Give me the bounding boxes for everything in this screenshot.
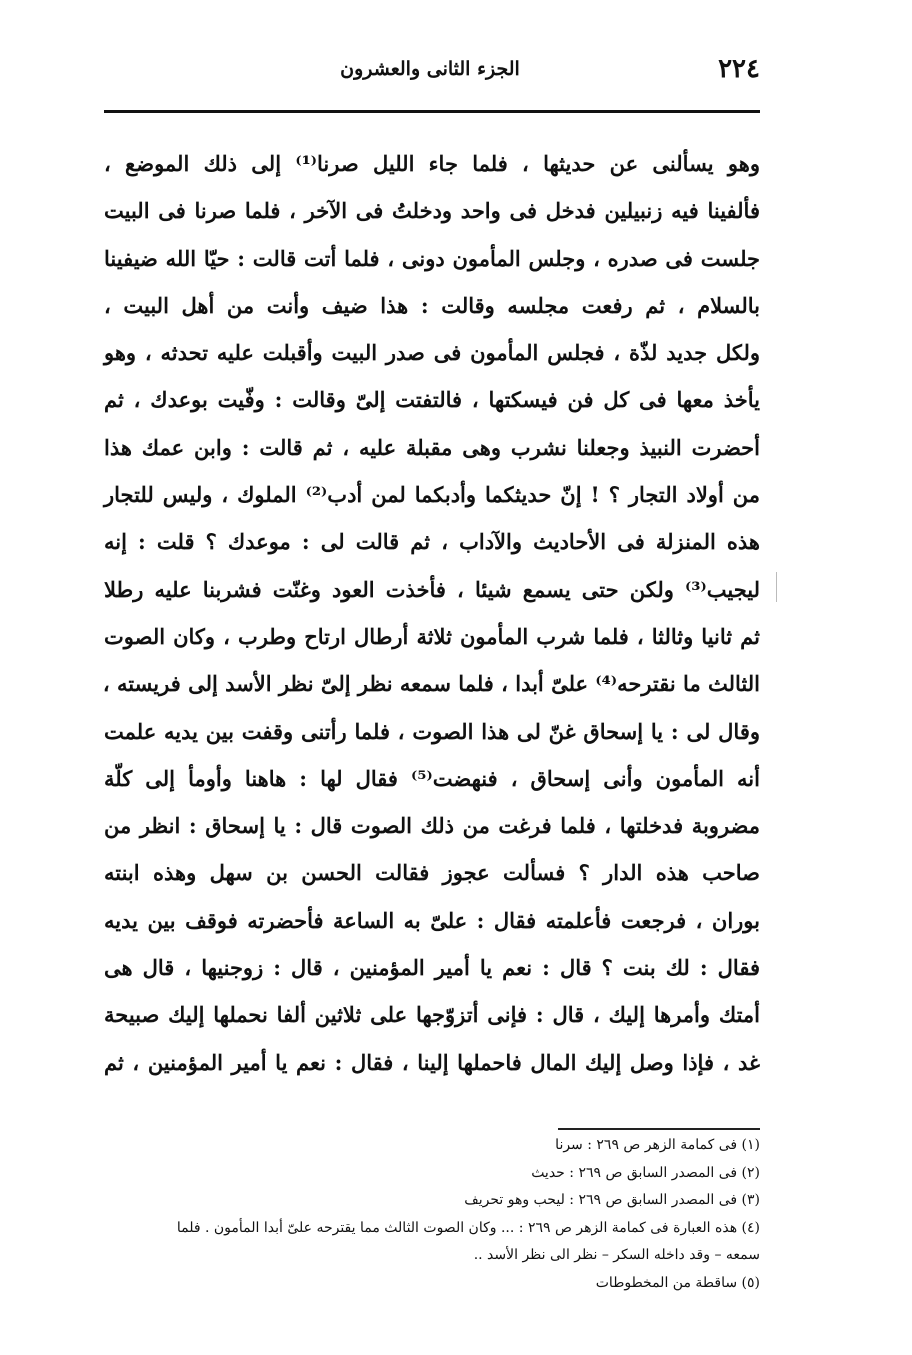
text-line: أحضرت النبيذ وجعلنا نشرب وهى مقبلة عليه ، ثم قالت : وابن عمك هذا <box>104 434 760 460</box>
footnote: (٣) فى المصدر السابق ص ٢٦٩ : ليحب وهو تحريف <box>464 1192 760 1208</box>
text-line: أنه المأمون وأنى إسحاق ، فنهضت⁽⁵⁾ فقال لها : هاهنا وأومأ إلى كلّة <box>104 765 760 791</box>
text-line: يأخذ معها فى كل فن فيسكتها ، فالتفتت إلىّ وقالت : وفّيت بوعدك ، ثم <box>104 387 760 413</box>
header-rule <box>104 110 760 113</box>
running-title: الجزء الثانى والعشرون <box>340 58 520 80</box>
text-line: فقال : لك بنت ؟ قال : نعم يا أمير المؤمنين ، قال : زوجنيها ، قال هى <box>104 955 760 981</box>
text-line: مضروبة فدخلتها ، فلما فرغت من ذلك الصوت قال : يا إسحاق : انظر من <box>104 813 760 839</box>
margin-mark <box>776 572 777 602</box>
footnote-rule <box>558 1128 760 1130</box>
text-line: وهو يسألنى عن حديثها ، فلما جاء الليل صرنا⁽¹⁾ إلى ذلك الموضع ، <box>104 151 760 176</box>
body-text <box>104 140 760 1086</box>
text-line: بوران ، فرجعت فأعلمته فقال : علىّ به الساعة فأحضرته فوقف بين يديه <box>104 907 760 933</box>
text-line: الثالث ما نقترحه⁽⁴⁾ علىّ أبدا ، فلما سمعه نظر إلىّ نظر الأسد إلى فريسته ، <box>102 671 760 697</box>
text-line: هذه المنزلة فى الأحاديث والآداب ، ثم قالت لى : موعدك ؟ قلت : إنه <box>104 529 760 555</box>
footnotes <box>104 1132 760 1297</box>
footnote: (٥) ساقطة من المخطوطات <box>595 1274 760 1291</box>
page-number: ٢٢٤ <box>718 54 760 84</box>
text-line: صاحب هذه الدار ؟ فسألت عجوز فقالت الحسن بن سهل وهذه ابنته <box>104 860 760 886</box>
footnote-continuation: سمعه – وقد داخله السكر – نظر الى نظر الأسد .. <box>473 1247 760 1263</box>
text-line: وقال لى : يا إسحاق غنّ لى هذا الصوت ، فلما رأتنى وقفت بين يديه علمت <box>104 718 760 744</box>
text-line: ثم ثانيا وثالثا ، فلما شرب المأمون ثلاثة أرطال ارتاح وطرب ، وكان الصوت <box>104 623 760 649</box>
text-line: ليجيب⁽³⁾ ولكن حتى يسمع شيئا ، فأخذت العود وغنّت فشربنا عليه رطلا <box>104 576 760 602</box>
footnote: (٢) فى المصدر السابق ص ٢٦٩ : حديث <box>531 1164 760 1181</box>
text-line: غد ، فإذا وصل إليك المال فاحملها إلينا ، فقال : نعم يا أمير المؤمنين ، ثم <box>104 1049 760 1075</box>
text-line: أمتك وأمرها إليك ، قال : فإنى أتزوّجها على ثلاثين ألفا نحملها إليك صبيحة <box>104 1002 760 1028</box>
footnote: (١) فى كمامة الزهر ص ٢٦٩ : سرنا <box>555 1137 760 1153</box>
page-header <box>100 52 760 96</box>
footnote: (٤) هذه العبارة فى كمامة الزهر ص ٢٦٩ : ... وكان الصوت الثالث مما يقترحه علىّ أبدا المأمون . فلما <box>176 1219 760 1236</box>
text-line: فألفينا فيه زنبيلين فدخل فى واحد ودخلتُ فى الآخر ، فلما صرنا فى البيت <box>104 198 760 224</box>
text-line: من أولاد التجار ؟ ! إنّ حديثكما وأدبكما لمن أدب⁽²⁾ الملوك ، وليس للتجار <box>104 482 760 508</box>
text-line: بالسلام ، ثم رفعت مجلسه وقالت : هذا ضيف وأنت من أهل البيت ، <box>104 292 760 318</box>
text-line: ولكل جديد لذّة ، فجلس المأمون فى صدر البيت وأقبلت عليه تحدثه ، وهو <box>104 340 760 366</box>
text-line: جلست فى صدره ، وجلس المأمون دونى ، فلما أتت قالت : حيّا الله ضيفينا <box>104 245 760 271</box>
